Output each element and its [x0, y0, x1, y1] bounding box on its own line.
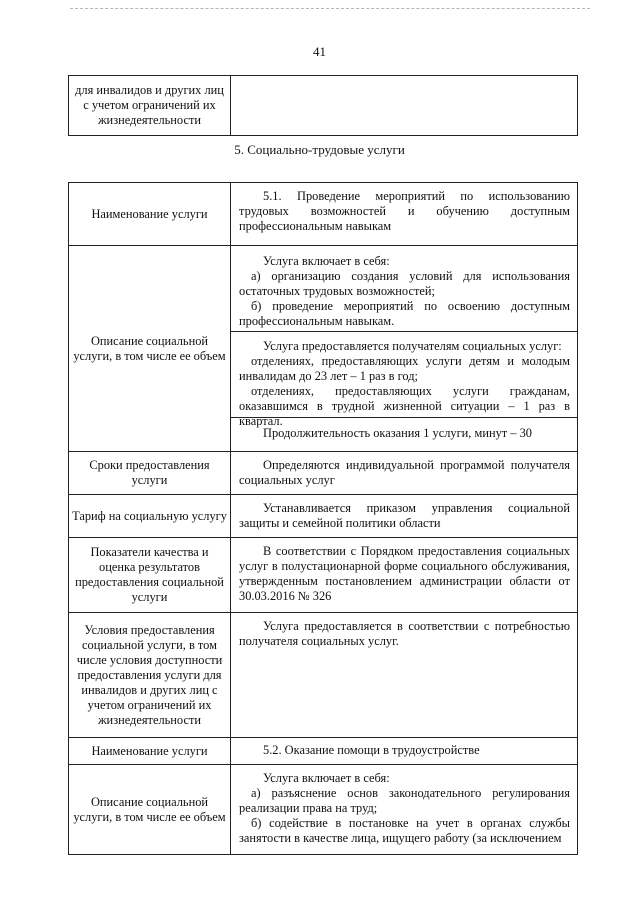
table-row	[69, 495, 578, 538]
text-block: Определяются индивидуальной программой получателя социальных услуг	[239, 458, 570, 487]
section-title: 5. Социально-трудовые услуги	[234, 142, 405, 157]
row-value	[231, 183, 578, 246]
duration-line: Продолжительность оказания 1 услуги, минут – 30	[231, 417, 577, 451]
text-block: Услуга предоставляется в соответствии с потребностью получателя социальных услуг.	[239, 619, 570, 648]
table-row	[69, 246, 578, 452]
text-line: Услуга предоставляется получателям социальных услуг:	[263, 339, 562, 353]
text-line: а) разъяснение основ законодательного регулирования реализации права на труд;	[239, 786, 570, 815]
services-table	[68, 182, 578, 855]
row-value	[231, 538, 578, 613]
row-value	[231, 246, 578, 452]
row-label: Сроки предоставления услуги	[69, 452, 231, 495]
row-value	[231, 495, 578, 538]
text-line: б) проведение мероприятий по освоению доступным профессиональным навыкам.	[239, 299, 570, 328]
table-row	[69, 765, 578, 855]
text-line: отделениях, предоставляющих услуги детям и молодым инвалидам до 23 лет – 1 раз в год;	[239, 354, 570, 383]
row-value	[231, 765, 578, 855]
row-value	[231, 76, 578, 136]
row-label: Описание социальной услуги, в том числе ее объем	[69, 765, 231, 855]
service-title: 5.2. Оказание помощи в трудоустройстве	[263, 743, 480, 757]
row-label: Тариф на социальную услугу	[69, 495, 231, 538]
text-line: Услуга включает в себя:	[263, 254, 390, 268]
row-label: Наименование услуги	[69, 738, 231, 765]
description-block	[231, 765, 577, 851]
row-label: Наименование услуги	[69, 183, 231, 246]
text-line: а) организацию создания условий для использования остаточных трудовых возможностей;	[239, 269, 570, 298]
text-block: В соответствии с Порядком предоставления социальных услуг в полустационарной форме социального обслуживания, утвержденным постановлением администрации области от 30.03.2016 № 326	[239, 544, 570, 603]
page-number: 41	[313, 44, 326, 59]
text-block: Устанавливается приказом управления социальной защиты и семейной политики области	[239, 501, 570, 530]
table-row	[69, 613, 578, 738]
row-label: Показатели качества и оценка результатов предоставления социальной услуги	[69, 538, 231, 613]
scan-artifact-line	[70, 8, 590, 10]
row-value	[231, 452, 578, 495]
table-row	[69, 183, 578, 246]
service-title: 5.1. Проведение мероприятий по использованию трудовых возможностей и обучению доступным профессиональным навыкам	[239, 189, 570, 233]
row-value	[231, 738, 578, 765]
row-label: для инвалидов и других лиц с учетом ограничений их жизнедеятельности	[69, 76, 231, 136]
top-table-fragment	[68, 75, 578, 136]
table-row	[69, 538, 578, 613]
text-line: отделениях, предоставляющих услуги гражданам, оказавшимся в трудной жизненной ситуации – 1 раз в квартал.	[239, 384, 570, 428]
description-block	[231, 246, 577, 331]
table-row	[69, 452, 578, 495]
row-label: Условия предоставления социальной услуги, в том числе условия доступности предоставления услуги для инвалидов и других лиц с учетом ограничений их жизнедеятельности	[69, 613, 231, 738]
text-line: Услуга включает в себя:	[263, 771, 390, 785]
row-label: Описание социальной услуги, в том числе ее объем	[69, 246, 231, 452]
description-block	[231, 331, 577, 428]
table-row	[69, 738, 578, 765]
row-value	[231, 613, 578, 738]
table-row	[69, 76, 578, 136]
text-line: б) содействие в постановке на учет в органах службы занятости в качестве лица, ищущего работу (за исключением	[239, 816, 570, 845]
